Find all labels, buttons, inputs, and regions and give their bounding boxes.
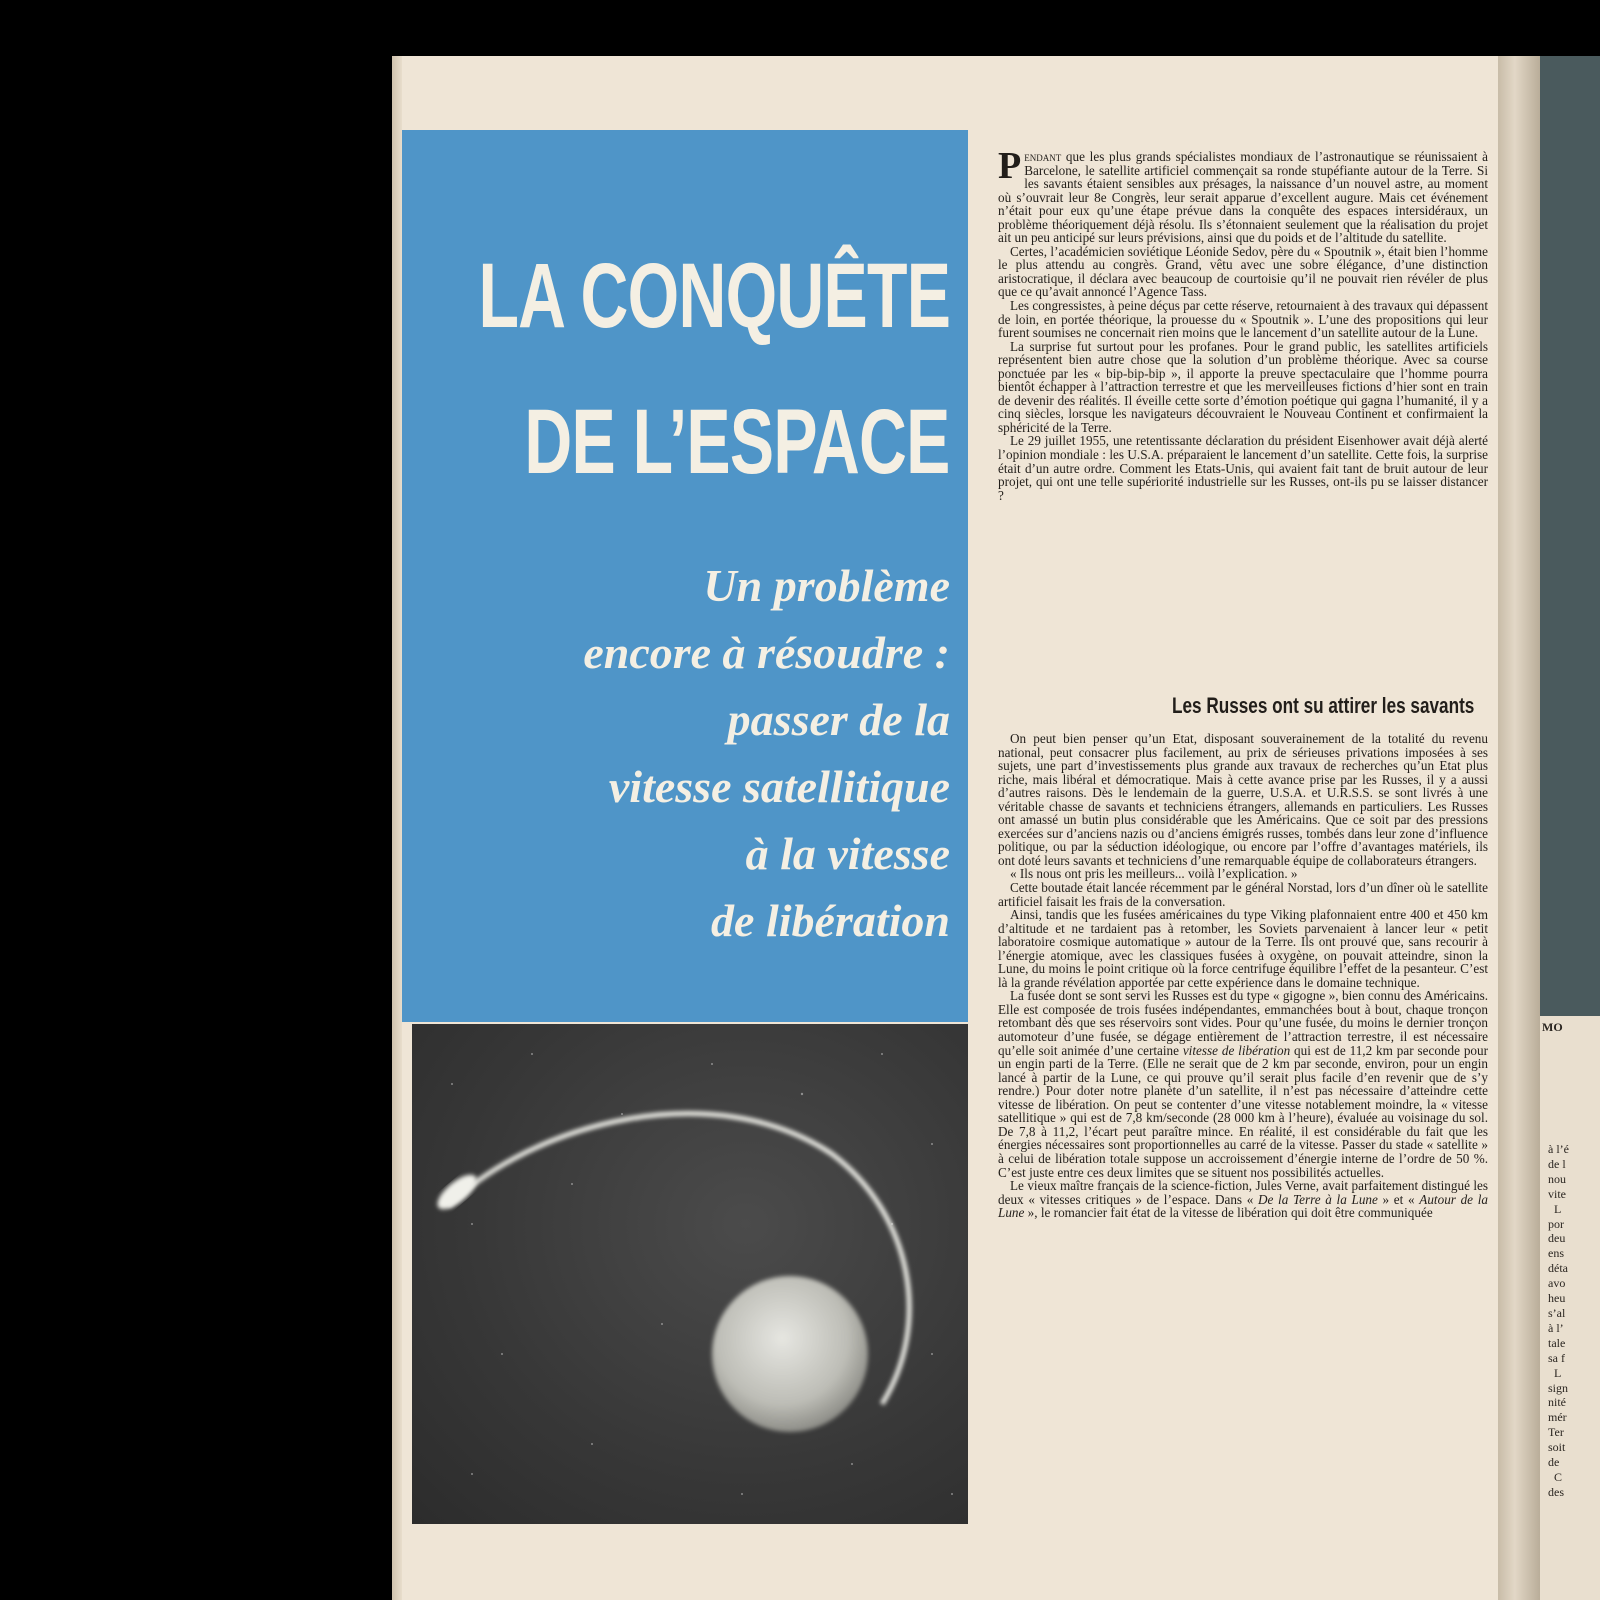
stars xyxy=(451,1053,953,1495)
next-page-text: à l’é de l nou vite L por deu ens déta avo heu s’al à l’ tale sa f L sign nité mér Ter soit de C des xyxy=(1548,1142,1569,1499)
subtitle-line: passer de la xyxy=(727,694,950,745)
subtitle-line: vitesse satellitique xyxy=(608,761,950,812)
paragraph-text: », le romancier fait état de la vitesse de libération qui doit être communiquée xyxy=(1024,1205,1433,1221)
page-edge xyxy=(392,56,402,1600)
moon xyxy=(712,1276,868,1432)
lead-word: endant xyxy=(1024,149,1062,164)
article-column-top xyxy=(998,145,1488,503)
article-paragraph: Ainsi, tandis que les fusées américaines du type Viking plafonnaient entre 400 et 450 km d’altitude et ne tardaient pas à retomber, les Soviets parvenaient à lancer leur « petit laboratoire cosmique automatique » autour de la Terre. Ils ont prouvé que, sans recourir à l’énergie atomique, avec les classiques fusées à oxygène, on pouvait atteindre, sinon la Lune, du moins le point critique où la force centrifuge équilibre l’effet de la pesanteur. C’est là la grande révélation apportée par cette expérience dans le domaine technique. xyxy=(998,907,1488,990)
article-paragraph: On peut bien penser qu’un Etat, disposant souverainement de la totalité du revenu national, peut consacrer plus facilement, au prix de sérieuses privations imposées à ses sujets, une part d’investissements plus grande aux travaux de recherches qu’un Etat plus riche, mais libéral et démocratique. Mais à cette avance prise par les Russes, il y a aussi d’autres raisons. Dès le lendemain de la guerre, U.S.A. et U.R.S.S. se sont livrés à une véritable chasse de savants et techniciens étrangers, allemands en particuliers. Les Russes ont amassé un butin plus considérable que les Américains. Que ce soit par des pressions exercées sur d’anciens nazis ou d’anciens émigrés russes, tombés dans leur zone d’influence politique, ou par la séduction idéologique, ou encore par l’offre d’avantages matériels, ils ont doté leurs savants et techniciens d’une remarquable équipe de collaborateurs étrangers. xyxy=(998,731,1488,868)
article-column-bottom xyxy=(998,732,1488,1220)
book-title: Autour de la Lune xyxy=(998,1191,1488,1221)
page-gutter xyxy=(1498,56,1540,1600)
title-panel xyxy=(402,130,968,1022)
book-title: De la Terre à la Lune xyxy=(1258,1191,1378,1207)
subtitle xyxy=(430,552,950,954)
next-page-caption: MO xyxy=(1542,1020,1563,1034)
article-paragraph: Les congressistes, à peine déçus par cette réserve, retournaient à des travaux qui dépassent de loin, en portée théorique, la prouesse du « Spoutnik ». L’une des propositions qui leur furent soumises ne concernait rien moins que le lancement d’un satellite autour de la Lune. xyxy=(998,298,1488,341)
section-heading: Les Russes ont su attirer les savants xyxy=(1172,693,1475,718)
paragraph-text: qui est de 11,2 km par seconde pour un engin parti de la Terre. (Elle ne serait que de 2 km par seconde, environ, pour un engin lancé à partir de la Lune, ce qui prouve qu’il serait plus facile d’en revenir que de s’y rendre.) Pour doter notre planète d’un satellite, il n’est pas nécessaire d’atteindre cette vitesse de libération. On peut se contenter d’une vitesse notablement moindre, la « vitesse satellitique » qui est de 7,8 km/seconde (28 000 km à l’heure), évaluée au voisinage du sol. De 7,8 à 11,2, l’écart peut paraître mince. En réalité, il est considérable du fait que les énergies nécessaires sont proportionnelles au carré de la vitesse. Passer du stade « satellite » à celui de libération totale suppose un accroissement d’énergie interne de l’ordre de 50 %. C’est juste entre ces deux limites que se situent nos possibilités actuelles. xyxy=(998,1042,1488,1180)
subtitle-line: Un problème xyxy=(703,560,950,611)
article-paragraph: La surprise fut surtout pour les profanes. Pour le grand public, les satellites artificiels représentent bien autre chose que la solution d’un problème théorique. Avec sa course ponctuée par les « bip-bip-bip », il apporte la preuve spectaculaire que l’homme pourra bientôt échapper à l’attraction terrestre et que les merveilleuses fictions d’hier sont en train de devenir des réalités. Il éveille cette sorte d’émotion poétique qui gagna l’humanité, il y a cinq siècles, lorsque les navigateurs découvraient le Nouveau Continent et confirmaient la sphéricité de la Terre. xyxy=(998,338,1488,435)
satellite-orbit-photo xyxy=(412,1024,968,1524)
article-paragraph: Certes, l’académicien soviétique Léonide Sedov, père du « Spoutnik », était bien l’homme le plus attendu au congrès. Grand, vêtu avec une sobre élégance, d’une distinction aristocratique, il déclara avec beaucoup de courtoisie qu’il ne pouvait rien révéler de plus que ce qu’avait annoncé l’Agence Tass. xyxy=(998,243,1488,300)
emphasis-text: vitesse de libération xyxy=(1182,1042,1291,1058)
article-paragraph xyxy=(998,145,1488,246)
article-paragraph: Cette boutade était lancée récemment par le général Norstad, lors d’un dîner où le satellite artificiel faisait les frais de la conversation. xyxy=(998,880,1488,909)
subtitle-line: encore à résoudre : xyxy=(583,627,950,678)
drop-cap: P xyxy=(998,145,1022,187)
subtitle-line: de libération xyxy=(711,895,950,946)
paragraph-text: La fusée dont se sont servi les Russes est du type « gigogne », bien connu des Américains. Elle est composée de trois fusées indépendantes, emmanchées bout à bout, chaque tronçon retombant dès que ses réservoirs sont vides. Pour qu’une fusée, du moins le dernier tronçon automoteur d’une fusée, se dégage entièrement de l’attraction terrestre, il est nécessaire qu’elle soit animée d’une certaine xyxy=(998,988,1488,1058)
title-line-1: LA CONQUÊTE xyxy=(478,245,950,347)
title-line-2: DE L’ESPACE xyxy=(524,391,950,493)
paragraph-text: » et « xyxy=(1377,1191,1420,1207)
subtitle-line: à la vitesse xyxy=(745,828,950,879)
paragraph-text: Le vieux maître français de la science-fiction, Jules Verne, avait parfaitement distingué les deux « vitesses critiques » de l’espace. Dans « xyxy=(998,1178,1488,1207)
article-paragraph: Le 29 juillet 1955, une retentissante déclaration du président Eisenhower avait déjà alerté l’opinion mondiale : les U.S.A. préparaient le lancement d’un satellite. Cette fois, la surprise était d’un autre ordre. Comment les Etats-Unis, qui avaient fait tant de bruit autour de leur projet, qui ont une telle supériorité industrielle sur les Russes, ont-ils pu se laisser distancer ? xyxy=(998,433,1488,503)
satellite-glow xyxy=(432,1169,482,1215)
article-paragraph xyxy=(998,1179,1488,1220)
article-paragraph xyxy=(998,989,1488,1179)
next-page-fragment xyxy=(1540,56,1600,1600)
next-page-photo xyxy=(1540,56,1600,1016)
article-paragraph: « Ils nous ont pris les meilleurs... voilà l’explication. » xyxy=(1010,866,1298,882)
paragraph-text: que les plus grands spécialistes mondiaux de l’astronautique se réunissaient à Barcelone, le satellite artificiel commençait sa ronde stupéfiante autour de la Terre. Si les savants étaient sensibles aux présages, la naissance d’un nouvel astre, au moment où s’ouvrait leur 8e Congrès, leur serait apparue d’excellent augure. Mais cet événement n’était pour eux qu’une étape prévue dans la conquête des espaces intersidéraux, un problème théoriquement déjà résolu. Ils s’étonnaient seulement que la réalisation du projet ait un peu anticipé sur leurs prévisions, ainsi que du poids et de l’altitude du satellite. xyxy=(998,149,1488,246)
